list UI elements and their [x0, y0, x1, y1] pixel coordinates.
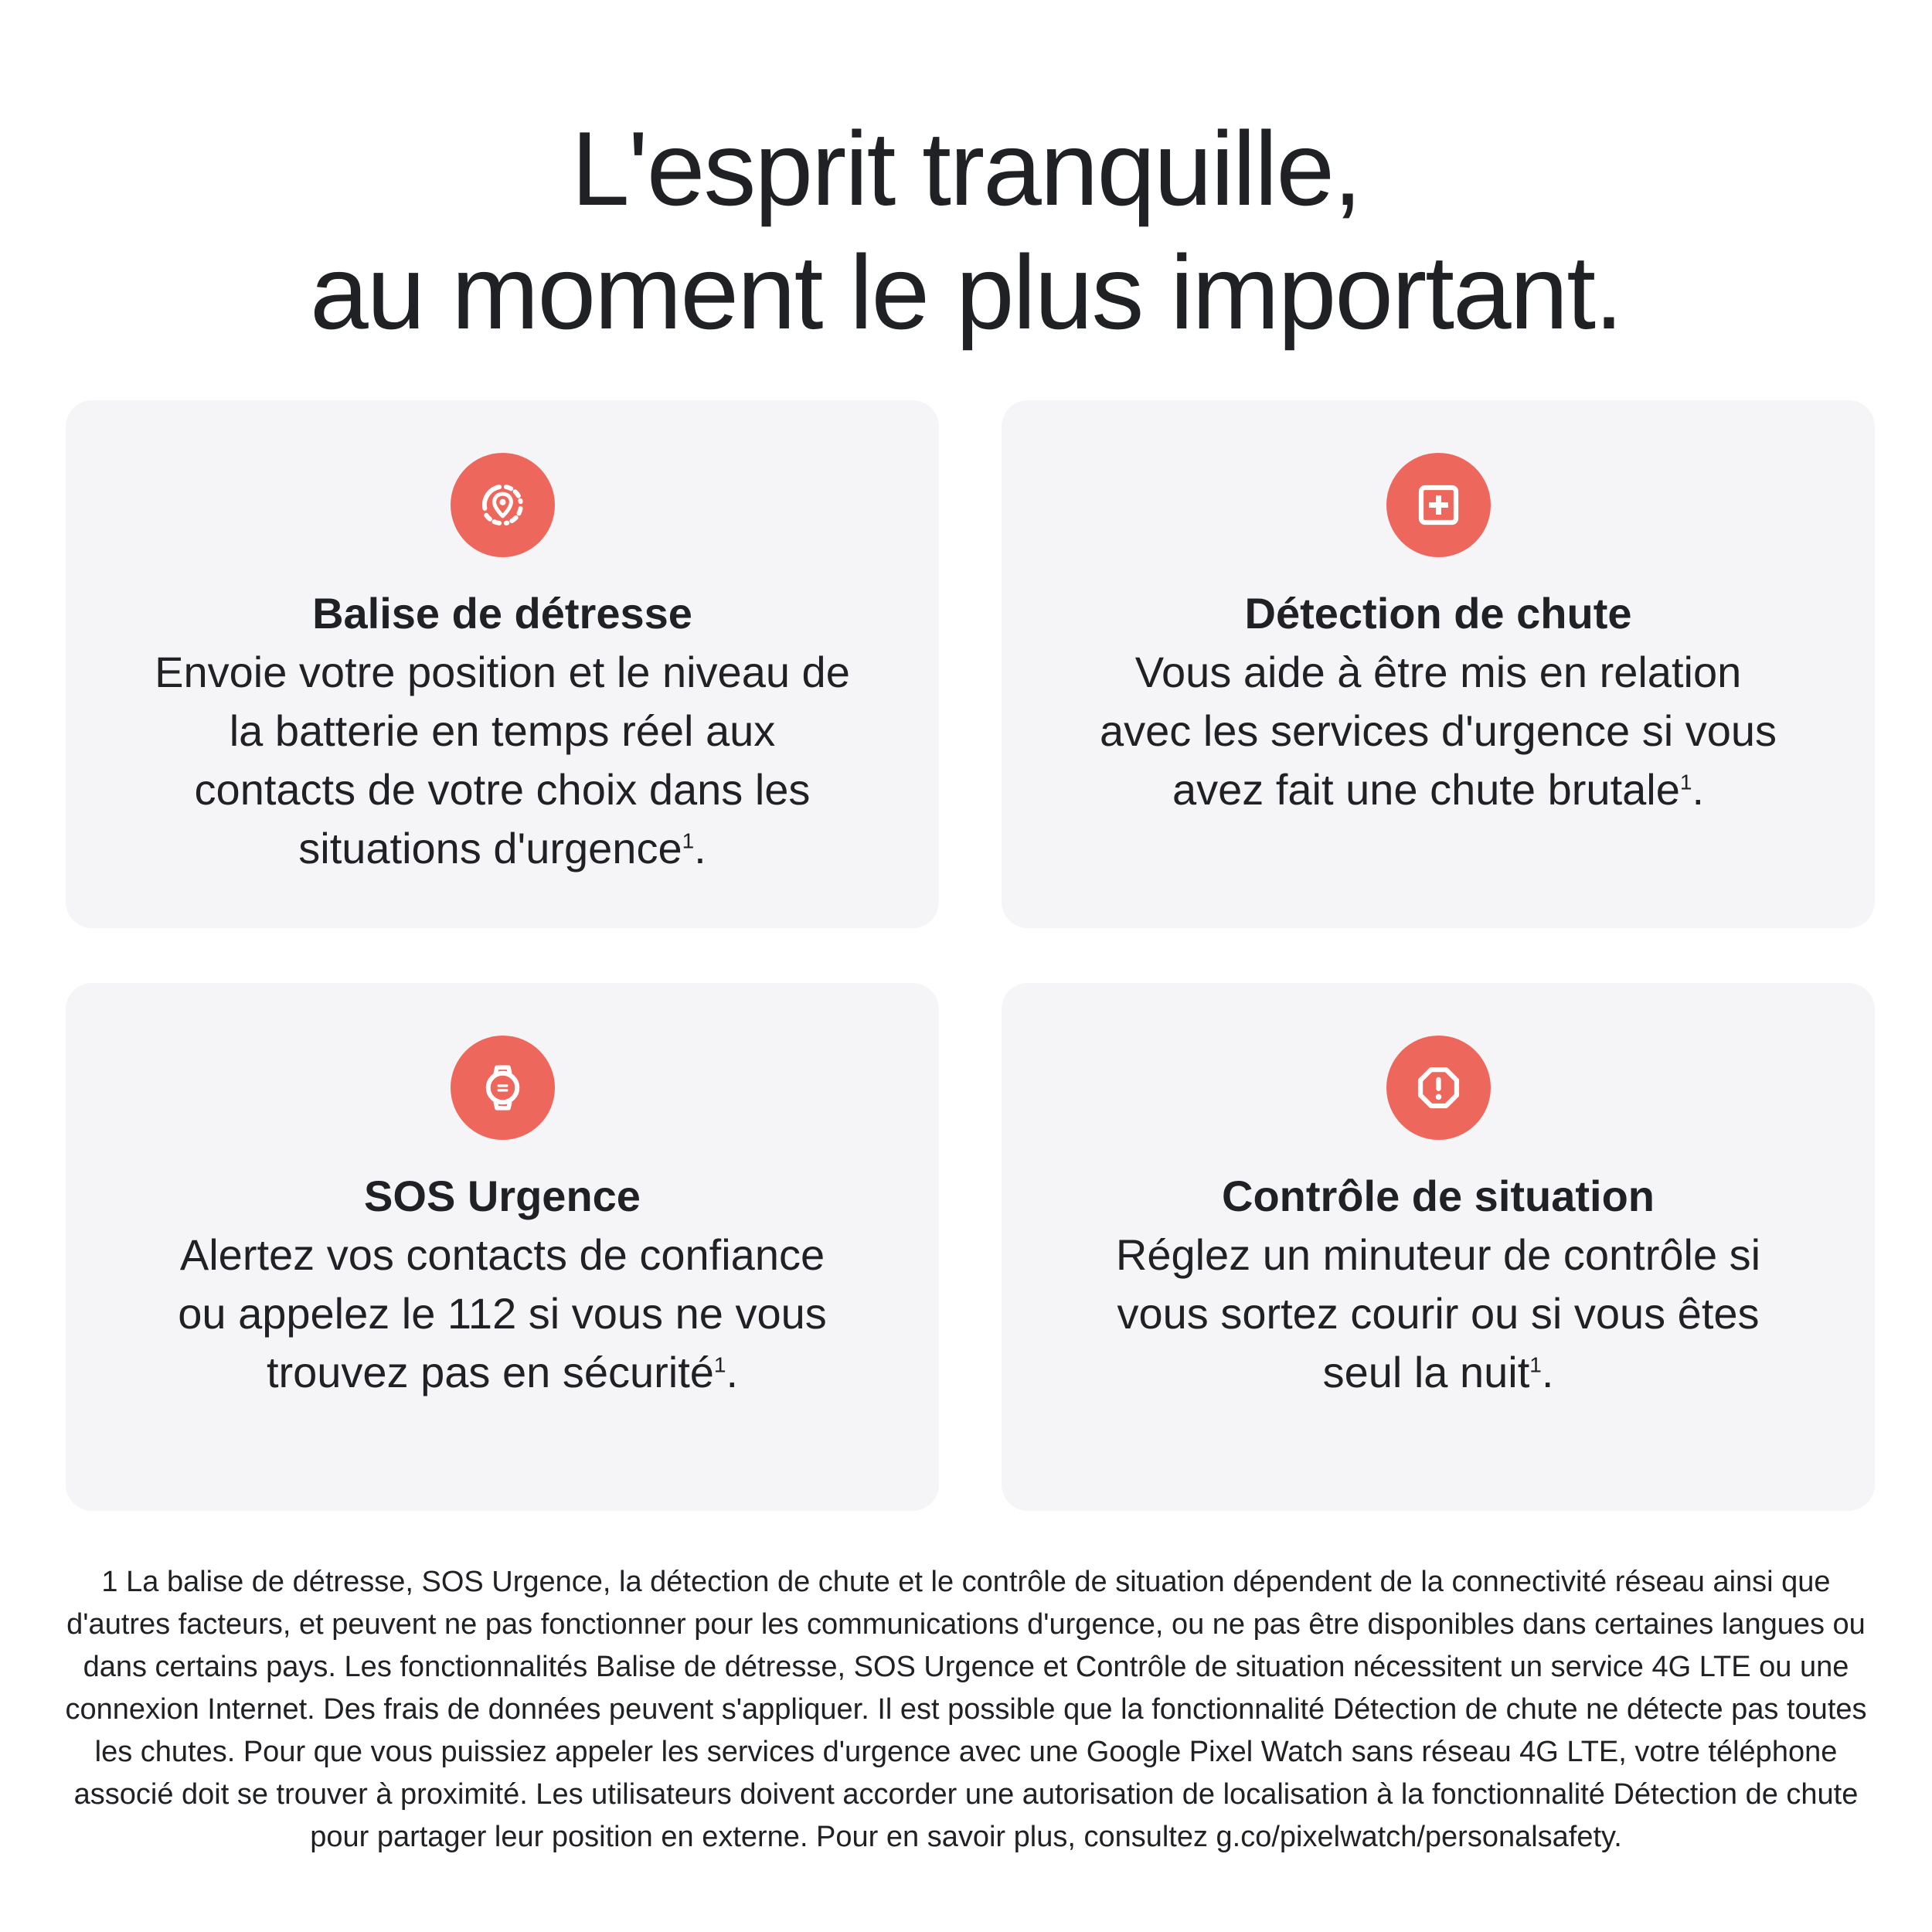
- card-title: Balise de détresse: [312, 589, 692, 638]
- footnote-ref: 1: [1679, 770, 1692, 794]
- medical-plus-icon: [1410, 476, 1468, 534]
- headline-line-2: au moment le plus important.: [310, 233, 1622, 351]
- location-beacon-icon: [474, 476, 532, 534]
- footnote-ref: 1: [1529, 1352, 1542, 1377]
- feature-card-safety-check: [1002, 983, 1875, 1511]
- card-title: SOS Urgence: [364, 1172, 641, 1220]
- card-title: Contrôle de situation: [1222, 1172, 1655, 1220]
- card-description: Vous aide à être mis en relation avec les services d'urgence si vous avez fait une chute brutale$^1$.: [1100, 648, 1777, 814]
- card-description: Réglez un minuteur de contrôle si vous sortez courir ou si vous êtes seul la nuit$^1$.: [1115, 1230, 1761, 1396]
- alert-octagon-icon: [1410, 1059, 1468, 1117]
- icon-badge: [451, 1036, 555, 1140]
- footnote-ref: 1: [713, 1352, 726, 1377]
- icon-badge: [451, 453, 555, 557]
- card-description: Envoie votre position et le niveau de la batterie en temps réel aux contacts de votre choix dans les situations d'urgence$^1$.: [155, 648, 850, 872]
- headline-line-1: L'esprit tranquille,: [571, 110, 1361, 227]
- icon-badge: [1386, 453, 1491, 557]
- feature-card-fall-detection: [1002, 400, 1875, 928]
- watch-icon: [474, 1059, 532, 1117]
- icon-badge: [1386, 1036, 1491, 1140]
- feature-card-safety-check-beacon: [66, 400, 939, 928]
- page-headline: [0, 107, 1932, 354]
- legal-footnote: 1 La balise de détresse, SOS Urgence, la détection de chute et le contrôle de situation dépendent de la connectivité réseau ainsi que d'autres facteurs, et peuvent ne pas fonctionner pour les communications d'urgence, ou ne pas être disponibles dans certaines langues ou dans certains pays. Les fonctionnalités Balise de détresse, SOS Urgence et Contrôle de situation nécessitent un service 4G LTE ou une connexion Internet. Des frais de données peuvent s'appliquer. Il est possible que la fonctionnalité Détection de chute ne détecte pas toutes les chutes. Pour que vous puissiez appeler les services d'urgence avec une Google Pixel Watch sans réseau 4G LTE, votre téléphone associé doit se trouver à proximité. Les utilisateurs doivent accorder une autorisation de localisation à la fonctionnalité Détection de chute pour partager leur position en externe. Pour en savoir plus, consultez g.co/pixelwatch/personalsafety.: [65, 1566, 1867, 1853]
- feature-card-emergency-sos: [66, 983, 939, 1511]
- card-title: Détection de chute: [1244, 589, 1632, 638]
- card-description: Alertez vos contacts de confiance ou appelez le 112 si vous ne vous trouvez pas en sécurité$^1$.: [178, 1230, 827, 1396]
- footnote-ref: 1: [682, 828, 695, 853]
